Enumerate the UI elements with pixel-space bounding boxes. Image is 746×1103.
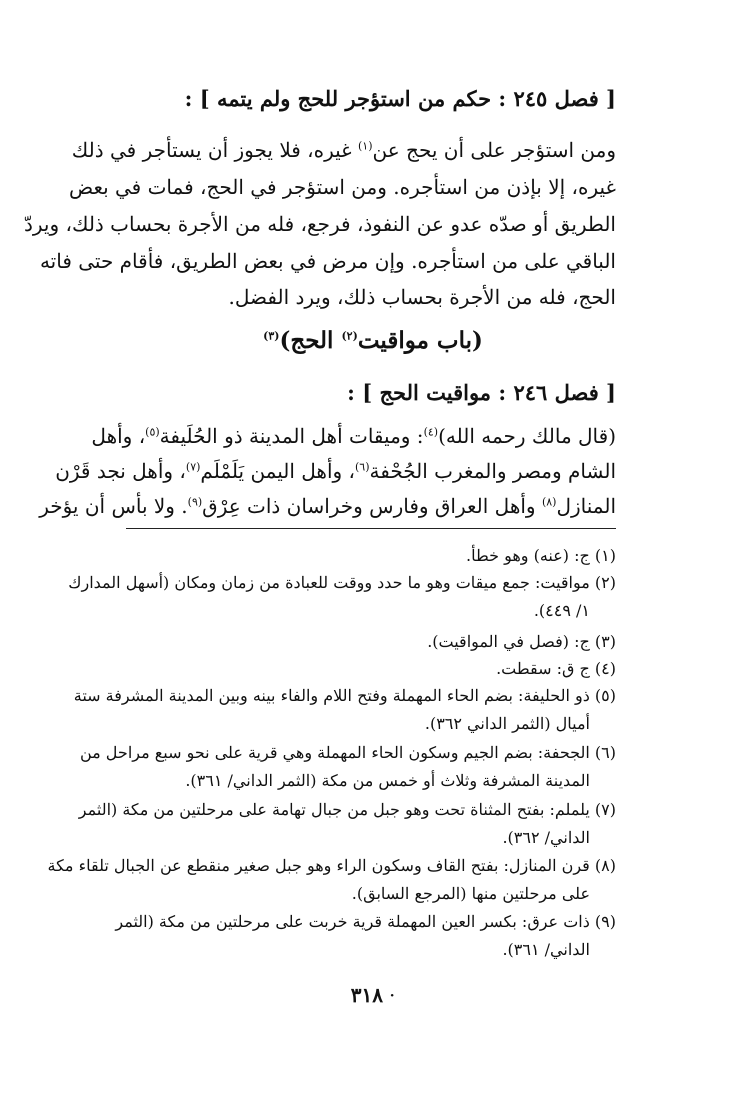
body-line-7 [55,459,616,483]
section-heading-246: [ فصل ٢٤٦ : مواقيت الحج ] : [347,380,616,405]
footnote-2-cont: ١/ ٤٤٩). [533,601,590,620]
body-text: ، وأهل [91,424,146,448]
body-line-4: الباقي على من استأجره. وإن مرض في بعض الطريق، فأقام حتى فاته [39,249,616,273]
body-text: وأهل العراق وفارس وخراسان ذات عِرْق [202,494,542,518]
section-heading-245: [ فصل ٢٤٥ : حكم من استؤجر للحج ولم يتمه ] : [184,86,616,111]
footnote-8: (٨) قرن المنازل: بفتح القاف وسكون الراء وهو جبل صغير منقطع عن الجبال تلقاء مكة [47,856,616,875]
footnote-6: (٦) الجحفة: بضم الجيم وسكون الحاء المهملة وهي قرية على نحو سبع مراحل من [79,743,616,762]
footnote-ref: (٥) [145,425,160,439]
footnote-ref: (١) [358,139,373,153]
chapter-title-part: الحج) [279,327,342,354]
footnote-ref: (٨) [541,495,557,509]
footnote-1: (١) ج: (عنه) وهو خطأ. [466,546,616,565]
body-text: ، وأهل نجد قَرْن [55,459,186,483]
body-line-6 [91,424,616,448]
body-line-5: الحج، فله من الأجرة بحساب ذلك، ويرد الفضل. [228,285,616,309]
body-text: . ولا بأس أن يؤخر [39,494,188,518]
footnote-9-cont: الداني/ ٣٦١). [502,940,590,959]
footnote-2: (٢) مواقيت: جمع ميقات وهو ما حدد ووقت للعبادة من زمان ومكان (أسهل المدارك [68,573,616,592]
body-line-3: الطريق أو صدّه عدو عن النفوذ، فرجع، فله من الأجرة بحساب ذلك، ويردّ [23,212,616,236]
body-line-8 [39,494,616,518]
footnote-7: (٧) يلملم: بفتح المثناة تحت وهو جبل من جبال تهامة على مرحلتين من مكة (الثمر [78,800,616,819]
body-text: : وميقات أهل المدينة ذو الحُلَيفة [159,424,424,448]
body-text: ومن استؤجر على أن يحج عن [372,138,616,162]
chapter-title [0,327,746,354]
footnote-separator [126,528,616,529]
footnote-ref: (٤) [423,425,439,439]
body-text: (قال مالك رحمه الله) [438,424,616,448]
footnote-7-cont: الداني/ ٣٦٢). [502,828,590,847]
body-line-2: غيره، إلا بإذن من استأجره. ومن استؤجر في الحج، فمات في بعض [68,175,616,199]
body-line-1 [72,138,616,162]
page-number-value: ٣١٨ [350,983,383,1007]
footnote-5-cont: أميال (الثمر الداني ٣٦٢). [424,714,590,733]
body-text: غيره، فلا يجوز أن يستأجر في ذلك [71,138,358,162]
body-text: المنازل [556,494,616,518]
footnote-3: (٣) ج: (فصل في المواقيت). [427,632,616,651]
footnote-ref: (٢) [341,329,358,343]
footnote-6-cont: المدينة المشرفة وثلاث أو خمس من مكة (الثمر الداني/ ٣٦١). [185,771,590,790]
footnote-9: (٩) ذات عرق: بكسر العين المهملة قرية خربت على مرحلتين من مكة (الثمر [115,912,616,931]
chapter-title-part: (باب مواقيت [357,327,483,354]
footnote-5: (٥) ذو الحليفة: بضم الحاء المهملة وفتح اللام والفاء بينه وبين المدينة المشرفة ستة [73,686,616,705]
footnote-4: (٤) ج ق: سقطت. [496,659,616,678]
footnote-ref: (٣) [263,329,280,343]
body-text: الشام ومصر والمغرب الجُحْفة [369,459,616,483]
body-text: ، وأهل اليمن يَلَمْلَم [200,459,355,483]
footnote-ref: (٦) [355,460,370,474]
footnote-8-cont: على مرحلتين منها (المرجع السابق). [351,884,590,903]
footnote-ref: (٩) [187,495,203,509]
footnote-ref: (٧) [185,460,201,474]
page-number [0,983,746,1007]
page-number-mark: · [388,983,396,1007]
